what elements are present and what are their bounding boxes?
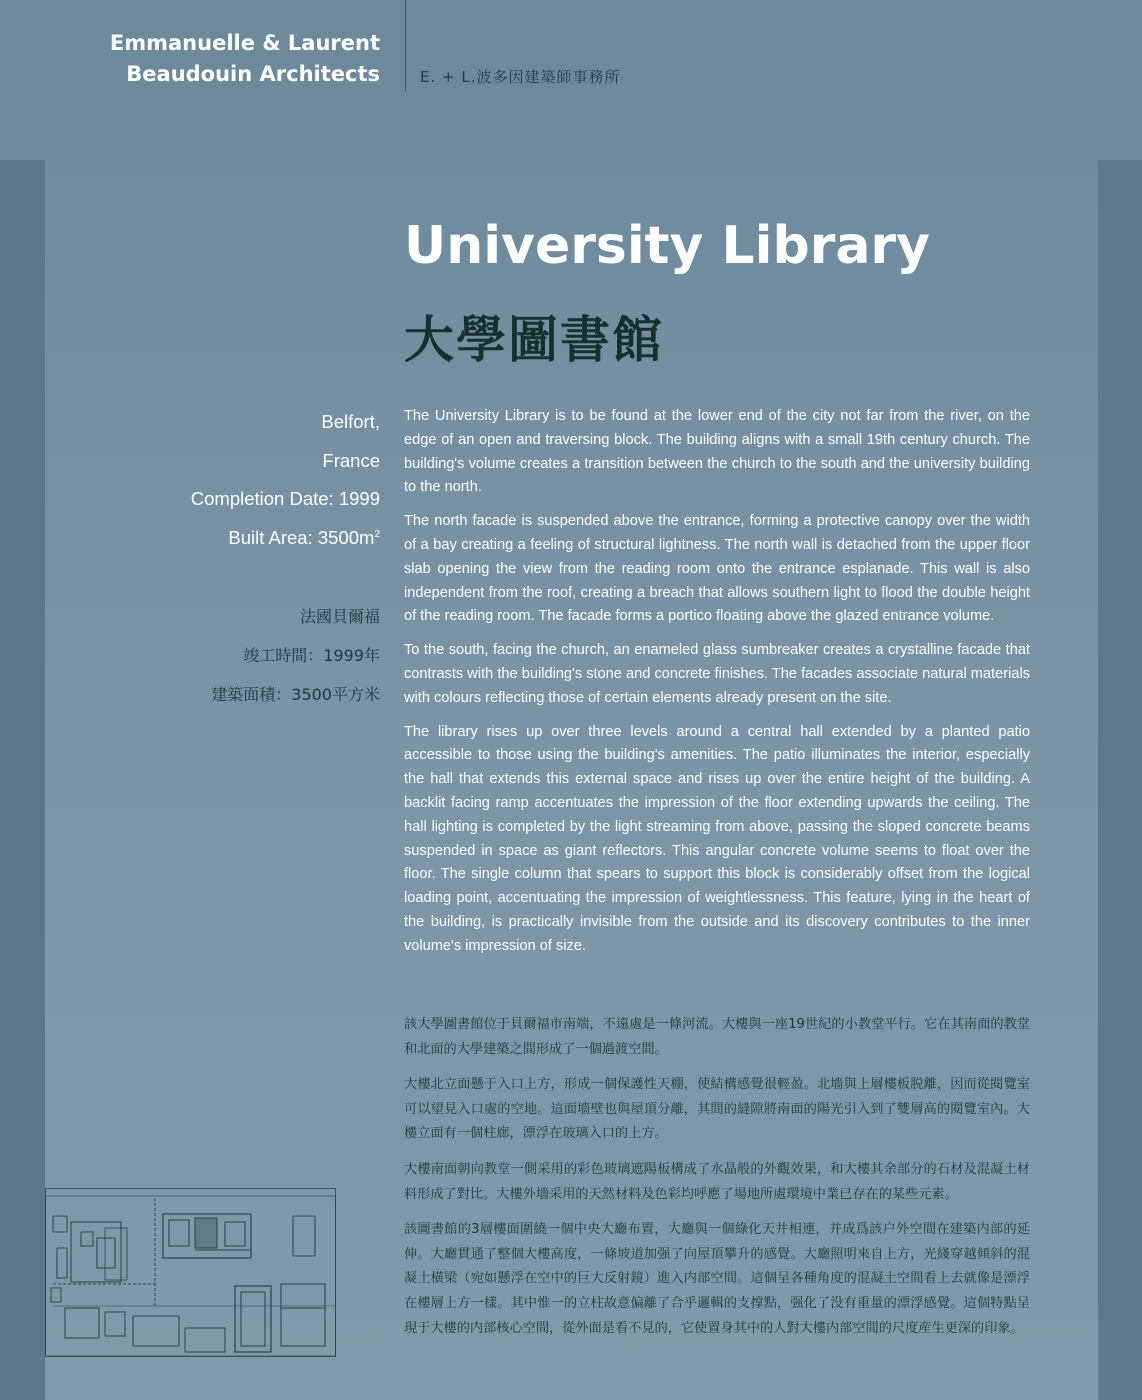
firm-name-chinese: E. + L.波多因建築師事務所 (420, 68, 621, 86)
paragraph-en: To the south, facing the church, an enameled glass sumbreaker creates a crystalline facade that contrasts with the building's stone and concrete finishes. The facades associate natural materials with colours reflecting those of certain elements already present on the site. (404, 642, 1030, 706)
firm-name (110, 28, 380, 90)
project-area-exponent: 2 (374, 528, 380, 540)
project-country: France (322, 449, 380, 471)
paragraph-en: The north facade is suspended above the entrance, forming a protective canopy over the width of a bay creating a feeling of structural lightness. The north wall is detached from the upper floor slab opening the view from the reading room onto the entrance esplanade. This wall is also independent from the roof, creating a breach that allows southern light to flood the double height of the reading room. The facade forms a portico floating above the glazed entrance volume. (404, 513, 1030, 625)
project-area-cn: 建築面積：3500平方米 (211, 685, 380, 704)
project-city: Belfort, (321, 411, 380, 432)
project-info (191, 403, 380, 558)
firm-name-line1: Emmanuelle & Laurent (109, 31, 380, 55)
page-title: University Library (404, 216, 930, 276)
project-location-cn: 法國貝爾福 (299, 607, 380, 626)
page-gutter-left (0, 0, 45, 1400)
paragraph-cn: 大樓北立面懸于入口上方，形成一個保護性天棚，使結構感覺很輕盈。北墻與上層樓板脱離，因而從閱覽室可以望見入口處的空地。這面墻壁也與屋頂分離，其間的縫隙將南面的陽光引入到了雙層高的閱覽室內。大樓立面有一個柱廊，漂浮在玻璃入口的上方。 (404, 1077, 1030, 1142)
project-area-text: Built Area: 3500m (228, 527, 375, 549)
description-english (404, 405, 1030, 969)
paragraph-cn: 大樓南面朝向教堂一側采用的彩色玻璃遮陽板構成了水晶般的外觀效果，和大樓其余部分的石材及混凝土材料形成了對比。大樓外墻采用的天然材料及色彩均呼應了場地所處環境中業已存在的某些元素。 (404, 1161, 1030, 1202)
project-completion: Completion Date: 1999 (190, 488, 380, 510)
paragraph-cn: 該大學圖書館位于貝爾福市南端，不遠處是一條河流。大樓與一座19世紀的小教堂平行。它在其南面的教堂和北面的大學建築之間形成了一個過渡空間。 (404, 1017, 1030, 1057)
paragraph-cn: 該圖書館的3層樓面圍繞一個中央大廳布置，大廳與一個綠化天井相連，并成爲該户外空間在建築内部的延伸。大廳貫通了整個大樓高度，一條坡道加强了向屋頂攀升的感覺。大廳照明來自上方，光綫穿越傾斜的混凝土橫梁（宛如懸浮在空中的巨大反射鏡）進入内部空間。這個呈各種角度的混凝土空間看上去就像是漂浮在樓層上方一樣。其中惟一的立柱故意偏離了合乎邏輯的支撑點，强化了没有重量的漂浮感覺。這個特點呈現于大樓的内部核心空間，從外面是看不見的，它使置身其中的人對大樓内部空間的尺度産生更深的印象。 (404, 1222, 1030, 1336)
page-title-chinese: 大學圖書館 (404, 311, 664, 369)
page-gutter-right (1098, 160, 1142, 1400)
paragraph-en: The University Library is to be found at the lower end of the city not far from the river, on the edge of an open and traversing block. The building aligns with a small 19th century church. The building's volume creates a transition between the church to the south and the university building to the north. (404, 408, 1030, 496)
header-divider (405, 0, 406, 92)
description-chinese (404, 1013, 1030, 1352)
project-area (191, 519, 380, 558)
site-plan-drawing (45, 1188, 337, 1358)
paragraph-en: The library rises up over three levels around a central hall extended by a planted patio accessible to those using the building's amenities. The patio illuminates the interior, especially the hall that extends this external space and rises up over the entire height of the building. A backlit facing ramp accentuates the impression of the floor extending upwards the ceiling. The hall lighting is completed by the light streaming from above, passing the sloped concrete beams suspended in space as giant reflectors. This angular concrete volume seems to float over the floor. The single column that spears to support this block is considerably offset from the logical loading point, accentuating the impression of weightlessness. This feature, lying in the heart of the building, is practically invisible from the outside and its discovery contributes to the inner volume's impression of size. (404, 723, 1030, 954)
firm-name-line2: Beaudouin Architects (126, 62, 380, 86)
project-completion-cn: 竣工時間：1999年 (243, 646, 380, 665)
project-info-chinese (211, 597, 380, 714)
